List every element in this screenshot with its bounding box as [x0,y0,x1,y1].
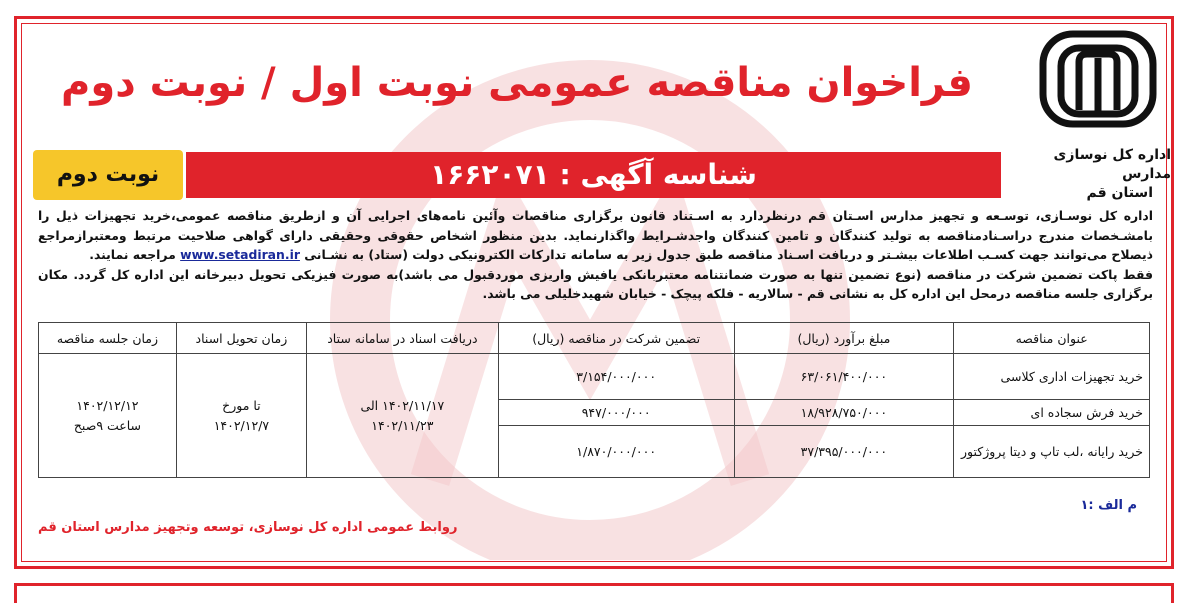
header-docs-deliver: زمان تحویل اسناد [176,323,306,354]
organization-name [1011,146,1171,203]
public-relations-footer: روابط عمومی اداره کل نوسازی، توسعه وتجهیز مدارس استان قم [38,520,458,535]
round-badge: نوبت دوم [33,150,183,200]
header-guarantee: تضمین شرکت در مناقصه (ریال) [498,323,734,354]
docs-deliver-cell: تا مورخ ۱۴۰۲/۱۲/۷ [176,354,306,478]
row-estimate: ۳۷/۳۹۵/۰۰۰/۰۰۰ [734,426,954,478]
header-meeting: زمان جلسه مناقصه [39,323,177,354]
row-estimate: ۱۸/۹۲۸/۷۵۰/۰۰۰ [734,400,954,426]
row-title: خرید فرش سجاده ای [954,400,1150,426]
org-line-1: اداره کل نوسازی مدارس [1053,147,1171,182]
row-title: خرید تجهیزات اداری کلاسی [954,354,1150,400]
table-row [39,354,1150,400]
paragraph-1-text: اداره کل نوسـازی، توسـعه و تجهیز مدارس اسـتان قم درنظردارد به اسـتناد قانون برگزاری مناقصات وآئین نامه‌های اجرایی آن و ازطریق مناقصه عمومی،خرید تجهیزات ذیل را بامشـخصات مندرج دراسـنادمناقصه به تولید کنندگان و تامین کنندگان واجدشـرایط واگذارنماید. بدین منظور اشخاص حقوقی وحقیقی دارای گواهی صلاحیت مرتبط ومعتبرازمراجع ذیصلاح می‌توانند جهت کسـب اطلاعات بیشـتر و دریافت اسـناد مناقصه طبق جدول زیر به سامانه تدارکات الکترونیکی دولت (ستاد) به نشـانی [38,208,1153,262]
ad-title: فراخوان مناقصه عمومی نوبت اول / نوبت دوم [61,60,973,106]
table-header-row [39,323,1150,354]
next-ad-frame [14,583,1174,603]
header-docs-receive: دریافت اسناد در سامانه ستاد [306,323,498,354]
header-title: عنوان مناقصه [954,323,1150,354]
meeting-cell [39,354,177,478]
org-line-2: استان قم [1086,185,1153,201]
tender-table [38,322,1150,478]
row-title: خرید رایانه ،لب تاپ و دیتا پروژکتور [954,426,1150,478]
reference-number: م الف :۱ [1080,498,1137,513]
header-estimate: مبلغ برآورد (ریال) [734,323,954,354]
row-guarantee: ۳/۱۵۴/۰۰۰/۰۰۰ [498,354,734,400]
ad-body [38,206,1153,304]
ad-id-bar: شناسه آگهی : ۱۶۶۲۰۷۱ [186,152,1001,198]
paragraph-2: فقط پاکت تضمین شرکت در مناقصه (نوع تضمین تنها به صورت ضمانتنامه معتبربانکی یافیش واریزی موردقبول می باشد)به صورت فیزیکی تحویل دبیرخانه این اداره کل گردد. مکان برگزاری جلسه مناقصه درمحل این اداره کل به نشانی قم - سالاریه - فلکه پیچک - خیابان شهیدخلیلی می باشد. [38,266,1153,301]
setad-link[interactable]: www.setadiran.ir [180,247,300,262]
paragraph-1-end: مراجعه نمایند. [89,247,176,262]
row-guarantee: ۱/۸۷۰/۰۰۰/۰۰۰ [498,426,734,478]
paragraph-1 [38,206,1153,265]
meeting-time: ساعت ۹صبح [73,417,142,433]
meeting-date: ۱۴۰۲/۱۲/۱۲ [76,397,139,413]
row-guarantee: ۹۴۷/۰۰۰/۰۰۰ [498,400,734,426]
docs-receive-cell: ۱۴۰۲/۱۱/۱۷ الی ۱۴۰۲/۱۱/۲۳ [306,354,498,478]
row-estimate: ۶۳/۰۶۱/۴۰۰/۰۰۰ [734,354,954,400]
organization-logo [1033,22,1163,132]
